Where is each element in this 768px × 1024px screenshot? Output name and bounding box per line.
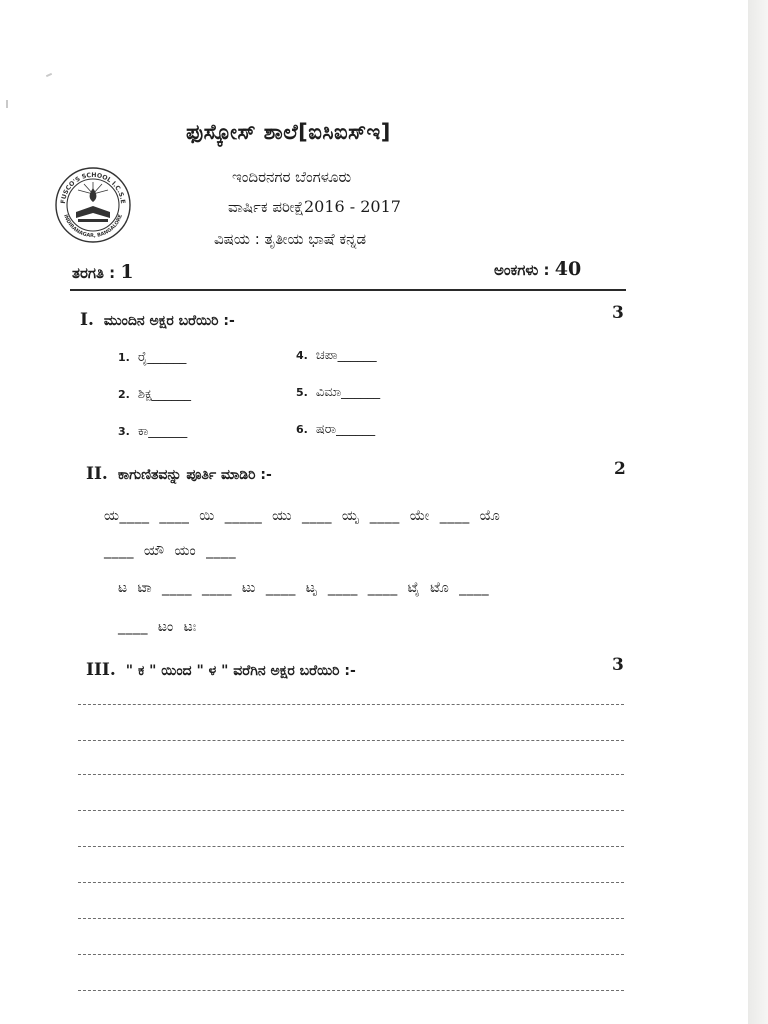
logo-text-top: FUSCO'S SCHOOL I.C.S.E (59, 171, 127, 205)
header-divider (70, 289, 626, 291)
q1-item-number: 2. (118, 388, 130, 401)
q1-item-text: ವಿಮಾ______ (315, 385, 381, 400)
q1-item (118, 350, 186, 365)
q2-line: ____ ಟಂ ಟಃ (118, 619, 197, 635)
question-1-number: I. (80, 310, 94, 330)
q1-item-number: 4. (296, 349, 308, 362)
question-1-text: ಮುಂದಿನ ಅಕ್ಷರ ಬರೆಯಿರಿ :- (103, 313, 235, 329)
class-label: ತರಗತಿ : (72, 264, 116, 282)
answer-line (78, 846, 624, 847)
marks-info (494, 258, 581, 280)
exam-heading (228, 197, 401, 216)
question-2-text: ಕಾಗುಣಿತವನ್ನು ಪೂರ್ತಿ ಮಾಡಿರಿ :- (117, 467, 272, 483)
q1-item (296, 348, 377, 363)
q1-item-number: 6. (296, 423, 308, 436)
exam-label: ವಾರ್ಷಿಕ ಪರೀಕ್ಷೆ (228, 198, 304, 216)
q2-line: ____ ಯೌ ಯಂ ____ (104, 543, 237, 559)
scan-speck (46, 73, 52, 77)
q1-item (118, 387, 191, 402)
answer-line (78, 740, 624, 741)
marks-label: ಅಂಕಗಳು : (494, 261, 550, 279)
q1-item-text: ಚಪಾ______ (315, 348, 377, 363)
marks-value: 40 (554, 258, 582, 280)
class-value: 1 (120, 261, 134, 283)
answer-line (78, 774, 624, 775)
answer-line (78, 918, 624, 919)
q1-item-number: 5. (296, 386, 308, 399)
class-info (72, 261, 134, 283)
q1-item-text: ಷರಾ______ (315, 422, 376, 437)
question-3-marks: 3 (612, 655, 624, 675)
q1-item-text: ಕಾ______ (137, 424, 188, 439)
question-2-title (86, 464, 272, 484)
answer-line (78, 954, 624, 955)
exam-year: 2016 - 2017 (303, 197, 401, 216)
scan-speck (6, 100, 8, 108)
question-3-text: " ಕ " ಯಿಂದ " ಳ " ವರೆಗಿನ ಅಕ್ಷರ ಬರೆಯಿರಿ :- (125, 663, 356, 679)
q1-item-text: ರೈ______ (137, 350, 187, 365)
school-name: ಫುಸ್ಕೋಸ್ ಶಾಲೆ[ಐಸಿಐಸ್ಇ] (186, 120, 391, 144)
question-3-title (86, 660, 356, 680)
subject-line: ವಿಷಯ : ತೃತೀಯ ಭಾಷೆ ಕನ್ನಡ (214, 230, 367, 248)
question-3-number: III. (86, 660, 116, 680)
q1-item-number: 1. (118, 351, 130, 364)
question-1-title (80, 310, 235, 330)
q2-line: ಟ ಟಾ ____ ____ ಟು ____ ಟೃ ____ ____ ಟೈ ಟೊ ____ (118, 580, 490, 596)
question-2-number: II. (86, 464, 108, 484)
logo-text-bottom: INDIRANAGAR, BANGALORE (62, 213, 124, 240)
school-location: ಇಂದಿರನಗರ ಬೆಂಗಳೂರು (232, 168, 352, 186)
school-logo (54, 166, 132, 244)
answer-line (78, 810, 624, 811)
answer-line (78, 990, 624, 991)
q2-line: ಯ____ ____ ಯಿ _____ ಯು ____ ಯೃ ____ ಯೇ ____ ಯೊ (104, 508, 501, 524)
question-1-marks: 3 (612, 303, 624, 323)
answer-line (78, 704, 624, 705)
q1-item (296, 422, 375, 437)
q1-item (296, 385, 380, 400)
answer-line (78, 882, 624, 883)
page-edge-shadow (748, 0, 768, 1024)
q1-item-text: ಶಿಕ್ಷ______ (137, 387, 192, 402)
q1-item (118, 424, 187, 439)
question-2-marks: 2 (614, 459, 626, 479)
q1-item-number: 3. (118, 425, 130, 438)
